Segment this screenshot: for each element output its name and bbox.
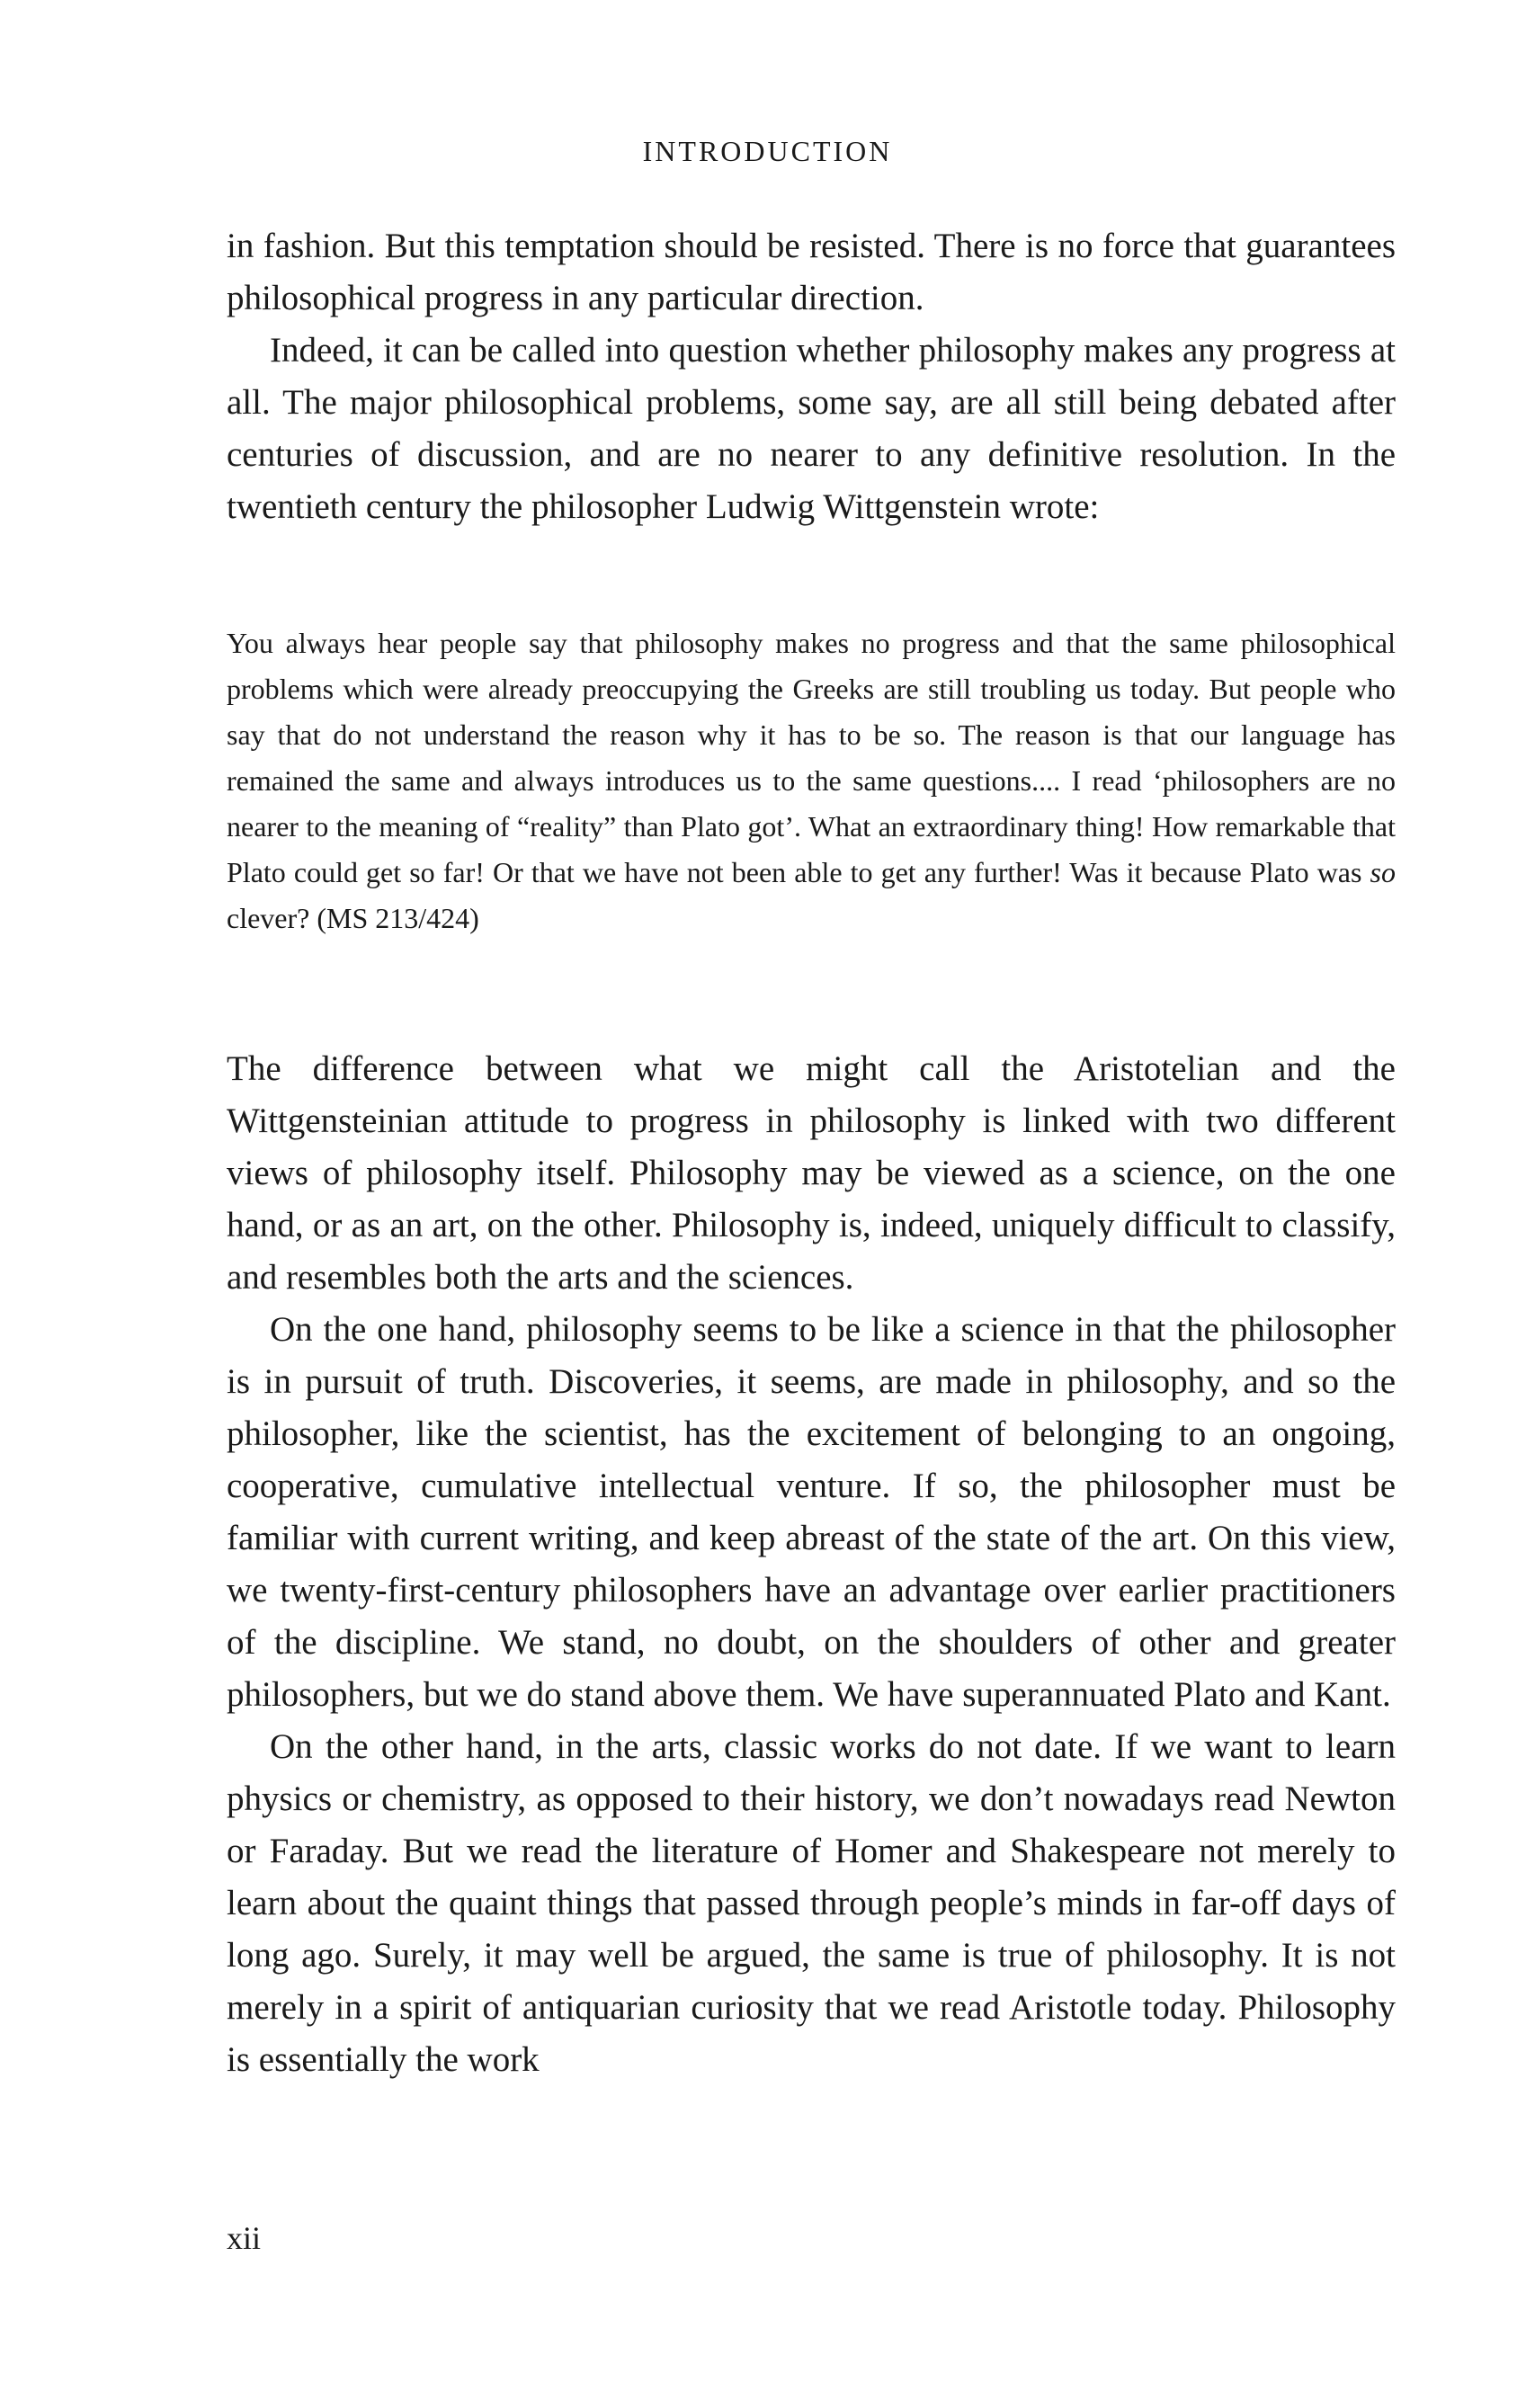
- block-quote: [227, 620, 1396, 941]
- block-quote-text: [227, 620, 1396, 941]
- paragraph-2: Indeed, it can be called into question whether philosophy makes any progress at all. The major philosophical problems, some say, are all still being debated after centuries of discussion, and are no nearer to any definitive resolution. In the twentieth century the philosopher Ludwig Wittgenstein wrote:: [227, 331, 1396, 526]
- paragraph-1: in fashion. But this temptation should be resisted. There is no force that guarantees philosophical progress in any particular direction.: [227, 227, 1396, 317]
- block-quote-main: You always hear people say that philosophy makes no progress and that the same philosophical problems which were already preoccupying the Greeks are still troubling us today. But people who say that do not understand the reason why it has to be so. The reason is that our language has remained the same and always introduces us to the same questions.... I read ‘philosophers are no nearer to the meaning of “reality” than Plato got’. What an extraordinary thing! How remarkable that Plato could get so far! Or that we have not been able to get any further! Was it because Plato was: [227, 627, 1396, 888]
- block-quote-emphasis: so: [1370, 856, 1396, 888]
- paragraph-5: On the other hand, in the arts, classic works do not date. If we want to learn physics or chemistry, as opposed to their history, we don’t nowadays read Newton or Faraday. But we read the literature of Homer and Shakespeare not merely to learn about the quaint things that passed through people’s minds in far-off days of long ago. Surely, it may well be argued, the same is true of philosophy. It is not merely in a spirit of antiquarian curiosity that we read Aristotle today. Philosophy is essentially the work: [227, 1727, 1396, 2079]
- running-head: INTRODUCTION: [642, 135, 893, 167]
- page-number: xii: [227, 2220, 262, 2256]
- text-block-2: [227, 1043, 1396, 2086]
- text-block: [227, 220, 1396, 533]
- paragraph-3: The difference between what we might call the Aristotelian and the Wittgensteinian attitude to progress in philosophy is linked with two different views of philosophy itself. Philosophy may be viewed as a science, on the one hand, or as an art, on the other. Philosophy is, indeed, uniquely difficult to classify, and resembles both the arts and the sciences.: [227, 1049, 1396, 1297]
- block-quote-citation: clever? (MS 213/424): [227, 902, 479, 934]
- paragraph-4: On the one hand, philosophy seems to be like a science in that the philosopher is in pursuit of truth. Discoveries, it seems, are made in philosophy, and so the philosopher, like the scientist, has the excitement of belonging to an ongoing, cooperative, cumulative intellectual venture. If so, the philosopher must be familiar with current writing, and keep abreast of the state of the art. On this view, we twenty-first-century philosophers have an advantage over earlier practitioners of the discipline. We stand, no doubt, on the shoulders of other and greater philosophers, but we do stand above them. We have superannuated Plato and Kant.: [227, 1310, 1396, 1714]
